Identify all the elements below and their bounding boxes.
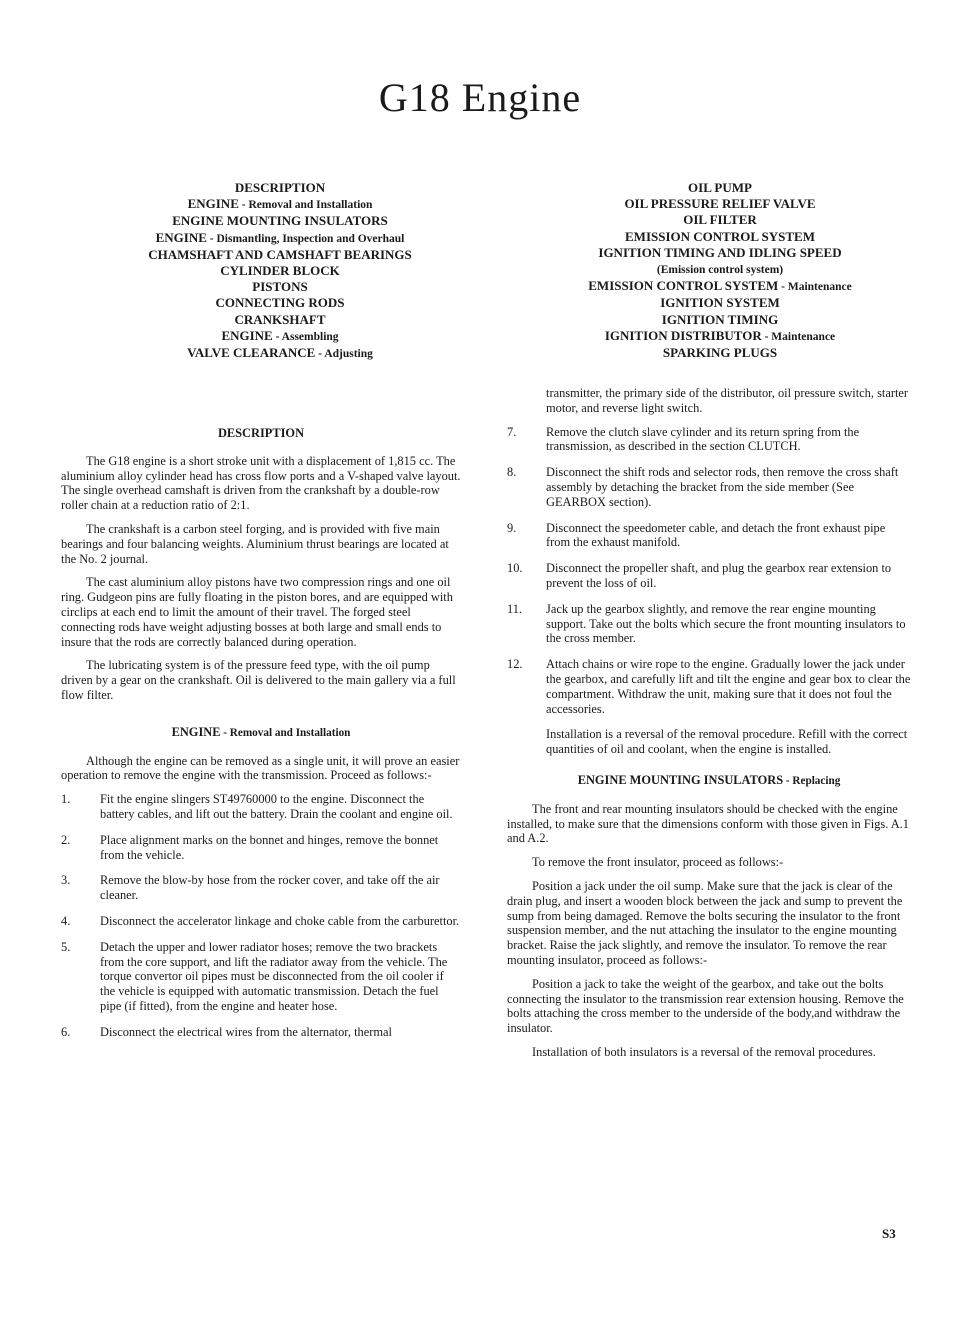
step-text: Disconnect the shift rods and selector rods, then remove the cross shaft assembly by detaching the bracket from the side member (See GEARBOX section).: [546, 465, 899, 509]
step-6-continued: transmitter, the primary side of the distributor, oil pressure switch, starter motor, and reverse light switch.: [546, 386, 909, 415]
mounting-paragraph: Position a jack under the oil sump. Make sure that the jack is clear of the drain plug, and insert a wooden block between the jack and sump to prevent the sump from being damaged. Remove the bolts securing the insulator to the front suspension member, and the nut attaching the insulator to the engine mounting bracket. Raise the jack slightly, and remove the insulator. To remove the rear mounting insulator, proceed as follows:-: [507, 878, 903, 967]
contents-item-title: CONNECTING RODS: [215, 295, 345, 311]
contents-item-title: ENGINE: [187, 196, 239, 212]
removal-intro: Although the engine can be removed as a single unit, it will prove an easier operation to remove the engine with the transmission. Proceed as follows:-: [61, 753, 460, 783]
procedure-step: [61, 940, 461, 1014]
mounting-paragraph: The front and rear mounting insulators should be checked with the engine installed, to make sure that the dimensions conform with those given in Figs. A.1 and A.2.: [507, 801, 909, 846]
contents-item-title: ENGINE: [155, 229, 207, 245]
step-number: 5.: [61, 939, 71, 954]
contents-item: [60, 230, 500, 247]
step-number: 9.: [507, 520, 517, 535]
contents-item-subtitle: - Removal and Installation: [238, 199, 373, 212]
description-heading: DESCRIPTION: [217, 426, 305, 440]
procedure-step: [61, 833, 461, 863]
contents-item: [60, 328, 500, 345]
page-title: G18 Engine: [378, 75, 582, 120]
contents-item-title: OIL PRESSURE RELIEF VALVE: [624, 196, 816, 212]
procedure-step: [507, 657, 911, 716]
description-paragraph: The G18 engine is a short stroke unit with a displacement of 1,815 cc. The aluminium alloy cylinder head has cross flow ports and a V-shaped valve layout. The single overhead camshaft is driven from the crankshaft by a double-row roller chain at a reduction ratio of 2:1.: [61, 453, 461, 513]
contents-item-title: IGNITION SYSTEM: [660, 295, 780, 311]
procedure-step: [507, 425, 911, 455]
removal-heading-rest: - Removal and Installation: [220, 726, 351, 739]
step-number: 4.: [61, 913, 71, 928]
contents-item: [500, 212, 940, 228]
contents-item-subtitle: - Maintenance: [778, 281, 852, 294]
contents-item-subtitle: - Dismantling, Inspection and Overhaul: [206, 232, 405, 245]
description-paragraph: The lubricating system is of the pressure feed type, with the oil pump driven by a gear on the crankshaft. Oil is delivered to the main gallery via a full flow filter.: [61, 658, 456, 702]
contents-item-title: CHAMSHAFT AND CAMSHAFT BEARINGS: [148, 246, 412, 262]
mounting-paragraph: To remove the front insulator, proceed as follows:-: [532, 855, 784, 870]
removal-steps-left: [61, 792, 461, 1039]
left-column: [61, 416, 461, 1051]
contents-item: [500, 180, 940, 196]
contents-list-right: [500, 180, 940, 361]
mounting-heading-main: ENGINE MOUNTING INSULATORS: [577, 772, 784, 787]
step-text: Disconnect the propeller shaft, and plug the gearbox rear extension to prevent the loss of oil.: [546, 561, 892, 590]
description-paragraph: The crankshaft is a carbon steel forging, and is provided with five main bearings and four balancing weights. Aluminium thrust bearings are located at the No. 2 journal.: [61, 521, 449, 566]
contents-item-title: EMISSION CONTROL SYSTEM: [625, 228, 815, 244]
contents-item: [60, 312, 500, 328]
mounting-heading: [507, 773, 911, 789]
contents-item: [60, 213, 500, 229]
step-text: Place alignment marks on the bonnet and hinges, remove the bonnet from the vehicle.: [100, 832, 439, 862]
step-text: Remove the clutch slave cylinder and its return spring from the transmission, as described in the section CLUTCH.: [546, 424, 860, 454]
step-text: Disconnect the speedometer cable, and detach the front exhaust pipe from the exhaust manifold.: [546, 520, 886, 550]
step-number: 12.: [507, 657, 523, 672]
removal-steps-right: [507, 425, 911, 717]
step-number: 2.: [61, 832, 71, 847]
step-text: Disconnect the accelerator linkage and choke cable from the carburettor.: [100, 913, 460, 928]
contents-item: [500, 278, 940, 295]
contents-list-left: [60, 180, 500, 362]
removal-heading: [61, 725, 461, 741]
step-text: Attach chains or wire rope to the engine. Gradually lower the jack under the gearbox, and carefully lift and tilt the engine and gear box to clear the compartment. Withdraw the unit, making sure that it does not foul the accessories.: [546, 657, 911, 716]
contents-item: [60, 279, 500, 295]
step-number: 7.: [507, 424, 517, 439]
step-number: 11.: [507, 601, 523, 616]
step-text: Disconnect the electrical wires from the alternator, thermal: [100, 1024, 392, 1039]
step-text: Remove the blow-by hose from the rocker cover, and take off the air cleaner.: [100, 873, 440, 903]
step-number: 10.: [507, 561, 523, 576]
right-column: [507, 386, 911, 1069]
contents-item: [500, 245, 940, 261]
procedure-step: [61, 873, 461, 903]
contents-item-subtitle: - Adjusting: [315, 348, 373, 361]
contents-item-subtitle: (Emission control system): [656, 264, 784, 277]
contents-item: [60, 295, 500, 311]
step-number: 6.: [61, 1024, 71, 1039]
contents-item-title: CYLINDER BLOCK: [220, 263, 340, 279]
contents-item-title: SPARKING PLUGS: [662, 345, 778, 361]
description-paragraph: The cast aluminium alloy pistons have two compression rings and one oil ring. Gudgeon pins are fully floating in the piston bores, and are equipped with circlips at each end to limit the amount of their travel. The forged steel connecting rods have weight adjusting bosses at both large and small ends to insure that the rods are correctly balanced during operation.: [61, 575, 453, 649]
procedure-step: [507, 521, 911, 551]
step-text: Jack up the gearbox slightly, and remove the rear engine mounting support. Take out the bolts which secure the front mounting insulators to the cross member.: [546, 601, 906, 646]
contents-item: [500, 261, 940, 278]
contents-item: [500, 229, 940, 245]
contents-item-title: IGNITION DISTRIBUTOR: [604, 327, 762, 343]
contents-item-title: CRANKSHAFT: [234, 311, 326, 327]
procedure-step: [61, 1025, 461, 1040]
contents-item-title: ENGINE: [221, 327, 273, 343]
procedure-step: [61, 792, 461, 822]
installation-note: Installation is a reversal of the removal procedure. Refill with the correct quantities of oil and coolant, when the engine is installed.: [546, 727, 908, 757]
contents-item: [60, 196, 500, 213]
contents-item-title: ENGINE MOUNTING INSULATORS: [172, 213, 388, 229]
page-number: S3: [882, 1226, 896, 1241]
contents-item-title: OIL FILTER: [683, 212, 757, 228]
contents-item: [60, 180, 500, 196]
contents-item-title: IGNITION TIMING AND IDLING SPEED: [598, 244, 842, 260]
contents-item: [500, 295, 940, 311]
mounting-heading-rest: - Replacing: [783, 774, 841, 787]
procedure-step: [507, 465, 911, 509]
contents-item-title: DESCRIPTION: [234, 180, 326, 195]
contents-item-title: EMISSION CONTROL SYSTEM: [588, 278, 779, 294]
mounting-paragraph: Installation of both insulators is a reversal of the removal procedures.: [532, 1044, 876, 1059]
removal-heading-main: ENGINE: [171, 724, 221, 739]
contents-item-title: PISTONS: [252, 279, 308, 295]
contents-item: [60, 263, 500, 279]
step-number: 8.: [507, 465, 517, 480]
procedure-step: [507, 561, 911, 591]
step-text: Detach the upper and lower radiator hoses; remove the two brackets from the core support, and lift the radiator away from the vehicle. The torque convertor oil pipes must be disconnected from the oil cooler if the vehicle is equipped with automatic transmission. Detach the fuel pipe (if fitted), from the engine and heater hose.: [100, 939, 448, 1013]
step-number: 1.: [61, 792, 71, 807]
procedure-step: [507, 602, 911, 646]
contents-item-title: OIL PUMP: [688, 180, 752, 195]
step-text: Fit the engine slingers ST49760000 to the engine. Disconnect the battery cables, and lift out the battery. Drain the coolant and engine oil.: [100, 792, 453, 821]
procedure-step: [61, 914, 461, 929]
contents-item: [500, 196, 940, 212]
contents-item: [500, 328, 940, 345]
contents-item: [60, 247, 500, 263]
contents-item-subtitle: - Assembling: [272, 330, 339, 343]
contents-item-subtitle: - Maintenance: [761, 330, 836, 343]
contents-item: [500, 345, 940, 361]
contents-item: [60, 345, 500, 362]
step-number: 3.: [61, 873, 71, 888]
mounting-paragraph: Position a jack to take the weight of the gearbox, and take out the bolts connecting the insulator to the transmission rear extension housing. Remove the bolts attaching the cross member to the underside of the body,and withdraw the insulator.: [507, 976, 904, 1036]
contents-item: [500, 312, 940, 328]
contents-item-title: IGNITION TIMING: [661, 311, 779, 327]
contents-item-title: VALVE CLEARANCE: [187, 345, 316, 361]
